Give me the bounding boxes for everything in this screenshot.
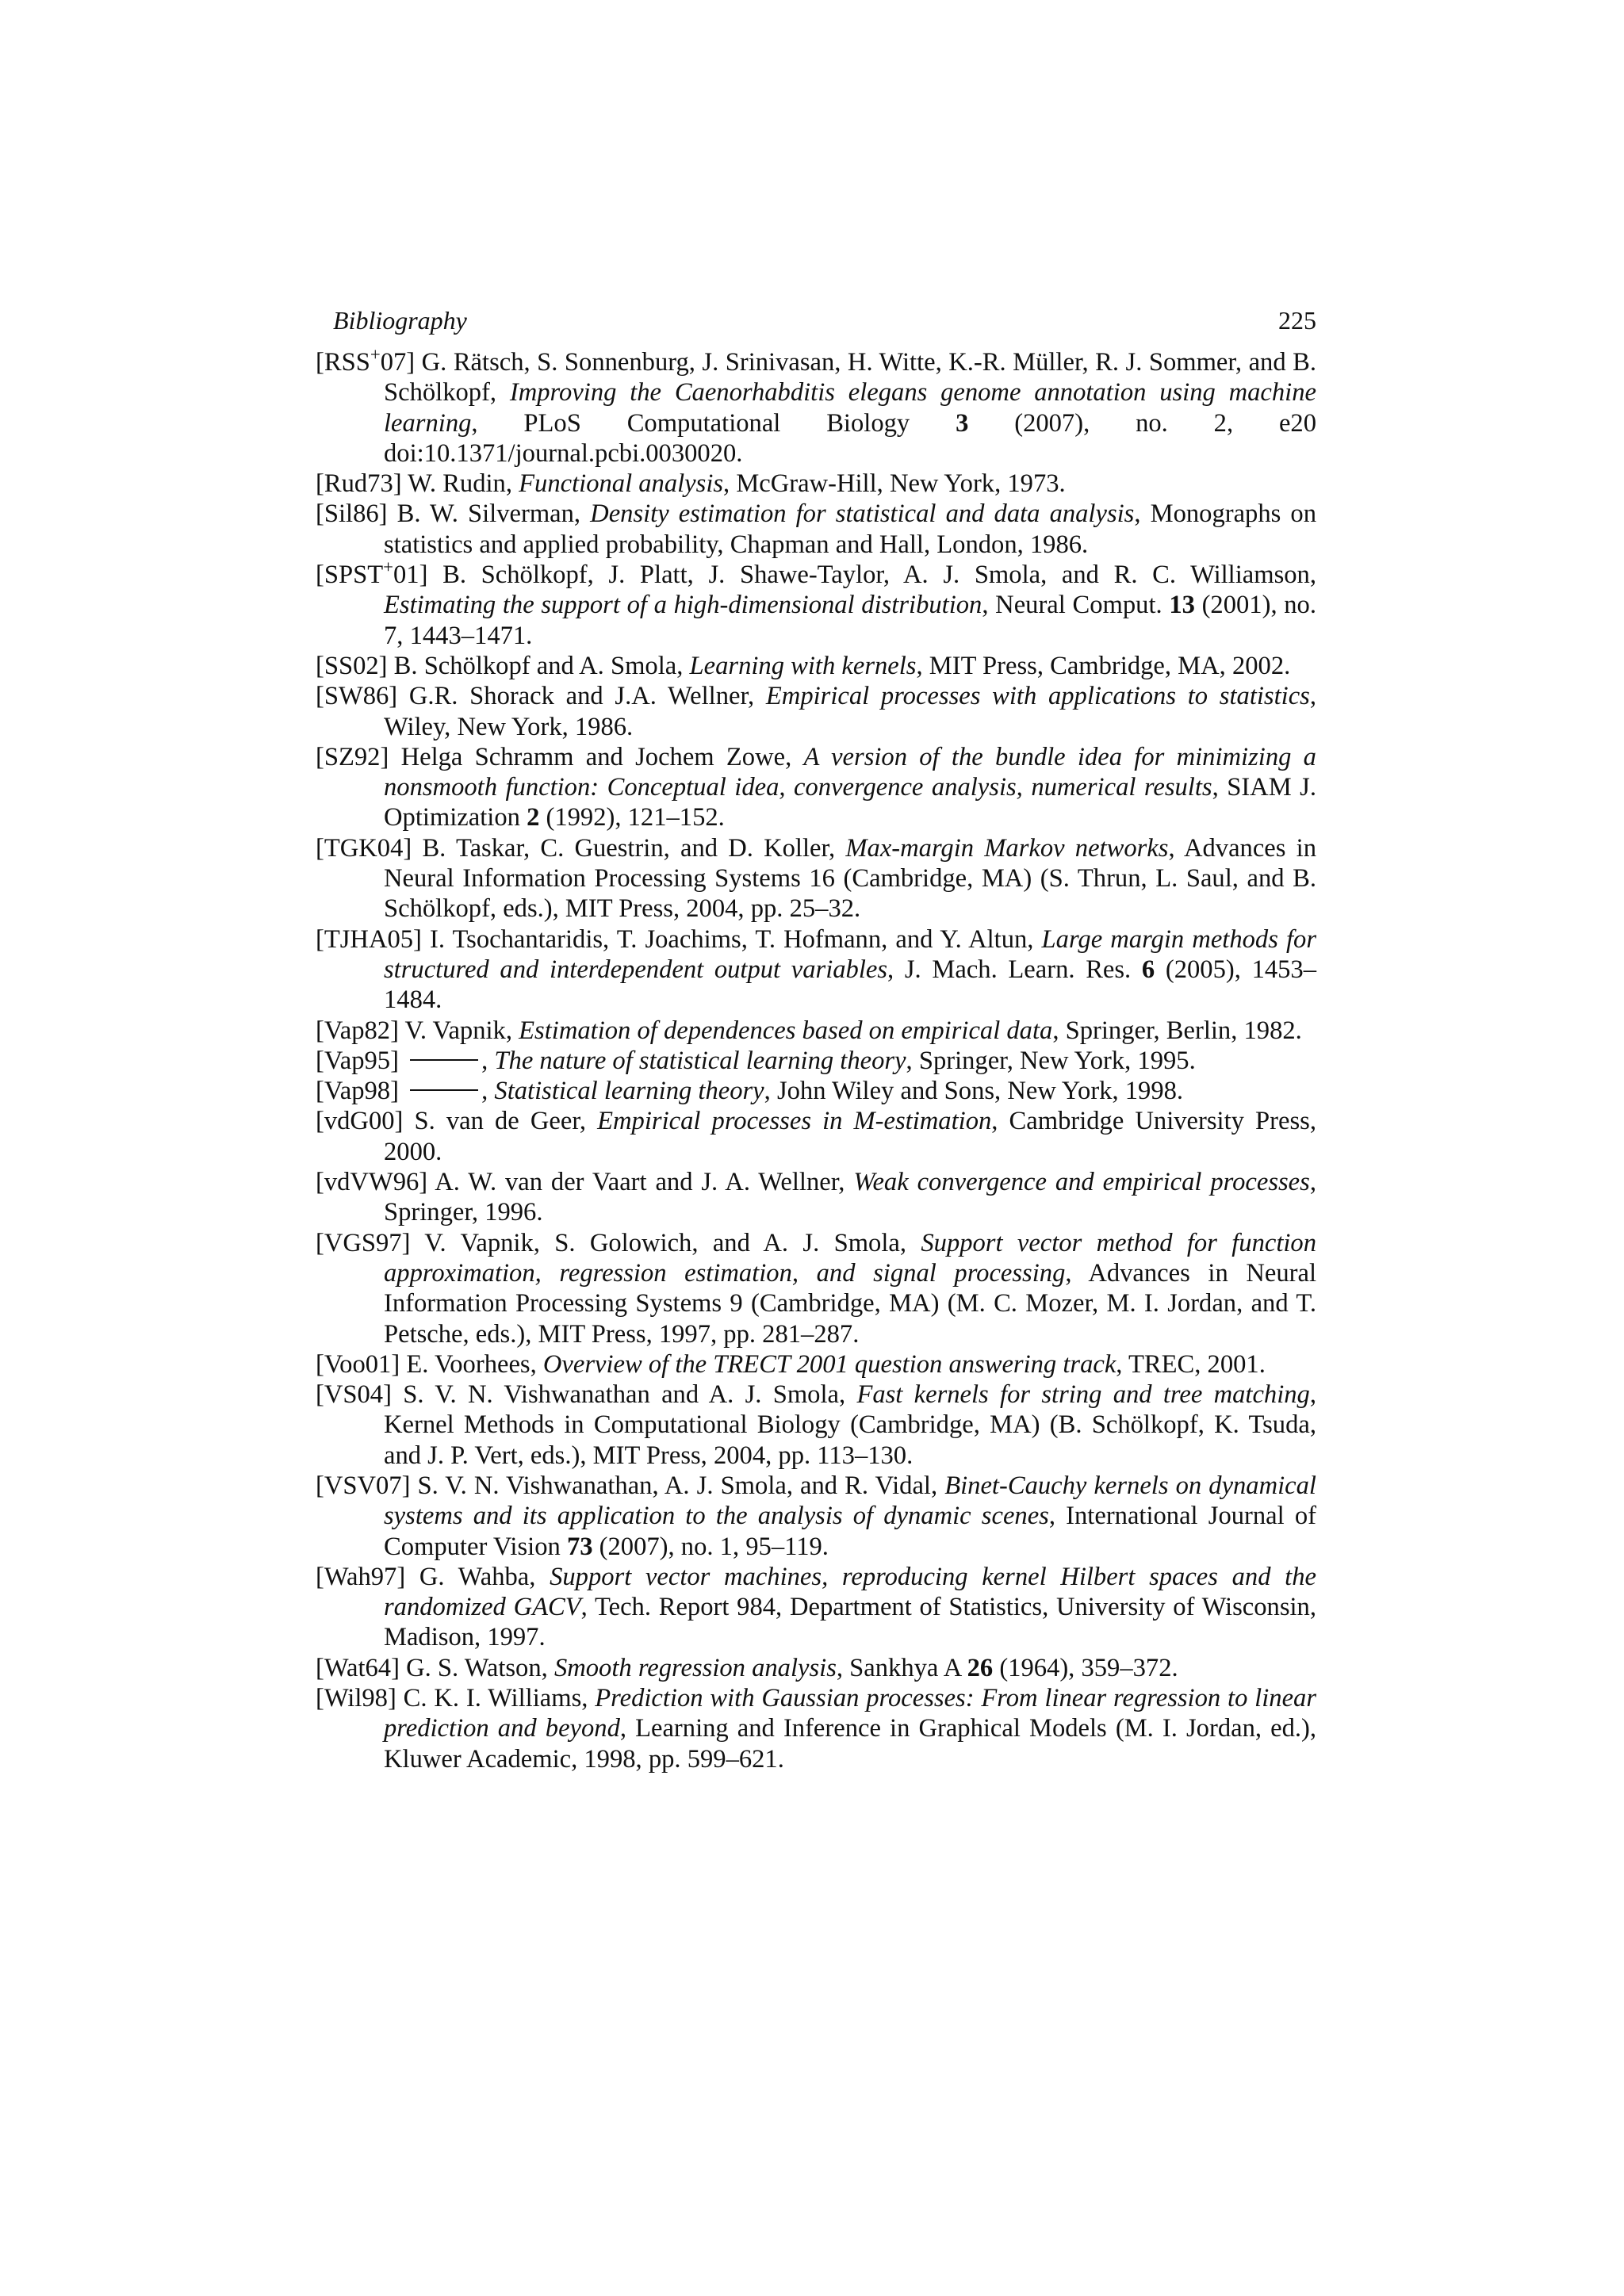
citation-key-text: [VGS97] bbox=[316, 1228, 411, 1257]
citation-key bbox=[316, 925, 422, 954]
authors: E. Voorhees, bbox=[406, 1349, 537, 1379]
bib-entry bbox=[316, 1380, 1316, 1471]
citation-key-text: [Wil98] bbox=[316, 1684, 396, 1713]
citation-key bbox=[316, 1350, 400, 1379]
bib-entry bbox=[316, 499, 1316, 560]
authors: I. Tsochantaridis, T. Joachims, T. Hofmann, and Y. Altun, bbox=[430, 924, 1034, 954]
citation-key-superscript: + bbox=[383, 557, 393, 577]
bib-entry bbox=[316, 1228, 1316, 1349]
publication-details-tail: (1964), 359–372. bbox=[993, 1653, 1178, 1682]
publication-details: , Advances in Neural Information Processing Systems 16 (Cambridge, MA) (S. Thrun, L. Saul, and B. Schölkopf, eds.), MIT Press, 2004, pp. 25–32. bbox=[384, 833, 1316, 924]
citation-key bbox=[316, 1471, 410, 1500]
work-title: Prediction with Gaussian processes: From linear regression to linear prediction and beyond bbox=[384, 1684, 1317, 1743]
citation-key-text: [TJHA05] bbox=[316, 924, 422, 954]
publication-details: , McGraw-Hill, New York, 1973. bbox=[723, 469, 1066, 499]
work-title: Statistical learning theory bbox=[494, 1077, 764, 1106]
publication-details: , Advances in Neural Information Processing Systems 9 (Cambridge, MA) (M. C. Mozer, M. I. Jordan, and T. Petsche, eds.), MIT Press, 1997, pp. 281–287. bbox=[384, 1258, 1316, 1349]
authors: Helga Schramm and Jochem Zowe, bbox=[400, 742, 792, 771]
volume-number: 73 bbox=[566, 1532, 593, 1561]
bib-entry bbox=[316, 1471, 1316, 1562]
authors: S. V. N. Vishwanathan and A. J. Smola, bbox=[403, 1380, 846, 1410]
citation-key-text: [Vap98] bbox=[316, 1077, 399, 1106]
citation-key-text: [SS02] bbox=[316, 651, 388, 680]
citation-key-text: [Sil86] bbox=[316, 499, 388, 529]
citation-key bbox=[316, 1229, 410, 1257]
citation-key bbox=[316, 1654, 400, 1682]
work-title: Estimation of dependences based on empirical data bbox=[519, 1016, 1053, 1045]
authors: , bbox=[481, 1046, 488, 1075]
publication-details: , Learning and Inference in Graphical Models (M. I. Jordan, ed.), Kluwer Academic, 1998, pp. 599–621. bbox=[384, 1714, 1316, 1774]
publication-details-tail: (1992), 121–152. bbox=[539, 803, 725, 832]
work-title: Empirical processes in M-estimation bbox=[597, 1107, 992, 1136]
citation-key bbox=[316, 1077, 399, 1105]
authors: A. W. van der Vaart and J. A. Wellner, bbox=[435, 1168, 845, 1197]
authors: G. S. Watson, bbox=[406, 1653, 548, 1682]
publication-details: , Neural Comput. bbox=[982, 591, 1170, 620]
bib-entry bbox=[316, 1349, 1316, 1380]
publication-details: , Monographs on statistics and applied probability, Chapman and Hall, London, 1986. bbox=[384, 499, 1316, 559]
authors: G. Rätsch, S. Sonnenburg, J. Srinivasan, H. Witte, K.-R. Müller, R. J. Sommer, and B. Schölkopf, bbox=[384, 348, 1316, 408]
publication-details: , International Journal of Computer Vision bbox=[384, 1502, 1317, 1561]
citation-key-text: [TGK04] bbox=[316, 833, 412, 863]
citation-key-text: [SPST bbox=[316, 561, 384, 590]
authors: B. Schölkopf, J. Platt, J. Shawe-Taylor, A. J. Smola, and R. C. Williamson, bbox=[442, 561, 1316, 590]
publication-details: , John Wiley and Sons, New York, 1998. bbox=[764, 1077, 1184, 1106]
authors: S. V. N. Vishwanathan, A. J. Smola, and R. Vidal, bbox=[417, 1471, 938, 1500]
citation-key bbox=[316, 1684, 396, 1712]
bib-entry bbox=[316, 344, 1316, 469]
bib-entry bbox=[316, 469, 1316, 499]
work-title: Empirical processes with applications to statistics bbox=[765, 682, 1310, 711]
citation-key bbox=[316, 469, 402, 498]
volume-number: 26 bbox=[967, 1653, 994, 1682]
authors: G. Wahba, bbox=[419, 1562, 536, 1591]
authors: V. Vapnik, bbox=[404, 1016, 512, 1045]
running-title: Bibliography bbox=[333, 306, 467, 335]
work-title: Learning with kernels bbox=[689, 651, 917, 680]
publication-details: , Springer, 1996. bbox=[384, 1168, 1316, 1227]
bib-entry bbox=[316, 1076, 1316, 1106]
citation-key bbox=[316, 499, 388, 528]
citation-key bbox=[316, 682, 397, 710]
authors: , bbox=[481, 1077, 488, 1106]
citation-key-suffix: 07] bbox=[380, 348, 416, 377]
citation-key-text: [Vap95] bbox=[316, 1046, 399, 1075]
bib-entry bbox=[316, 924, 1316, 1016]
volume-number: 6 bbox=[1141, 955, 1155, 984]
publication-details: , Sankhya A bbox=[836, 1653, 967, 1682]
citation-key-text: [SZ92] bbox=[316, 742, 389, 771]
volume-number: 13 bbox=[1169, 591, 1195, 620]
publication-details: , Kernel Methods in Computational Biology (Cambridge, MA) (B. Schölkopf, K. Tsuda, and J. P. Vert, eds.), MIT Press, 2004, pp. 113–130. bbox=[384, 1380, 1316, 1470]
work-title: Weak convergence and empirical processes bbox=[853, 1168, 1310, 1197]
authors: B. Taskar, C. Guestrin, and D. Koller, bbox=[422, 833, 836, 863]
work-title: A version of the bundle idea for minimizing a nonsmooth function: Conceptual idea, convergence analysis, numerical results bbox=[384, 742, 1316, 802]
volume-number: 2 bbox=[527, 803, 540, 832]
citation-key bbox=[316, 1016, 399, 1045]
work-title: Smooth regression analysis bbox=[553, 1653, 837, 1682]
citation-key-text: [vdG00] bbox=[316, 1107, 404, 1136]
publication-details-tail: (2007), no. 1, 95–119. bbox=[592, 1532, 829, 1561]
publication-details: , SIAM J. Optimization bbox=[384, 773, 1316, 832]
work-title: Binet-Cauchy kernels on dynamical systems and its application to the analysis of dynamic scenes bbox=[384, 1471, 1316, 1531]
authors: B. Schölkopf and A. Smola, bbox=[393, 651, 684, 680]
bib-entry bbox=[316, 1562, 1316, 1653]
bib-entry bbox=[316, 557, 1316, 651]
publication-details-tail: (2005), 1453–1484. bbox=[384, 955, 1317, 1015]
citation-key-text: [RSS bbox=[316, 348, 370, 377]
authors: C. K. I. Williams, bbox=[403, 1684, 588, 1713]
publication-details: , MIT Press, Cambridge, MA, 2002. bbox=[916, 651, 1291, 680]
citation-key-text: [vdVW96] bbox=[316, 1168, 428, 1197]
work-title: Functional analysis bbox=[519, 469, 724, 499]
work-title: Support vector machines, reproducing kernel Hilbert spaces and the randomized GACV bbox=[384, 1562, 1316, 1622]
publication-details: , Springer, Berlin, 1982. bbox=[1052, 1016, 1302, 1045]
work-title: Support vector method for function approximation, regression estimation, and signal processing bbox=[384, 1228, 1317, 1288]
citation-key-text: [Rud73] bbox=[316, 469, 402, 499]
running-header bbox=[316, 301, 1316, 339]
citation-key-text: [Vap82] bbox=[316, 1016, 399, 1045]
citation-key bbox=[316, 834, 412, 863]
work-title: Estimating the support of a high-dimensional distribution bbox=[384, 591, 982, 620]
citation-key-text: [VS04] bbox=[316, 1380, 392, 1410]
volume-number: 3 bbox=[956, 408, 969, 438]
authors: B. W. Silverman, bbox=[396, 499, 581, 529]
bibliography-list bbox=[316, 344, 1317, 1774]
citation-key bbox=[316, 743, 389, 771]
bib-entry bbox=[316, 1046, 1316, 1076]
bib-entry bbox=[316, 1016, 1316, 1046]
publication-details: , Cambridge University Press, 2000. bbox=[384, 1107, 1316, 1166]
bib-entry bbox=[316, 1106, 1316, 1167]
citation-key-text: [Voo01] bbox=[316, 1349, 400, 1379]
citation-key-text: [Wah97] bbox=[316, 1562, 406, 1591]
bib-entry bbox=[316, 833, 1316, 924]
publication-details-tail: (2007), no. 2, e20 doi:10.1371/journal.pcbi.0030020. bbox=[384, 408, 1316, 468]
authors: G.R. Shorack and J.A. Wellner, bbox=[408, 682, 755, 711]
work-title: Max-margin Markov networks bbox=[845, 833, 1169, 863]
bib-entry bbox=[316, 1167, 1316, 1228]
authors: S. van de Geer, bbox=[414, 1107, 587, 1136]
bib-entry bbox=[316, 681, 1316, 742]
citation-key bbox=[316, 1380, 392, 1409]
bib-entry bbox=[316, 651, 1316, 681]
publication-details-tail: (2001), no. 7, 1443–1471. bbox=[384, 591, 1316, 650]
citation-key-superscript: + bbox=[370, 344, 381, 365]
publication-details: , Wiley, New York, 1986. bbox=[384, 682, 1317, 741]
work-title: Overview of the TRECT 2001 question answering track bbox=[542, 1349, 1116, 1379]
work-title: Improving the Caenorhabditis elegans genome annotation using machine learning bbox=[384, 378, 1316, 438]
publication-details: , TREC, 2001. bbox=[1116, 1349, 1266, 1379]
same-author-rule bbox=[410, 1059, 478, 1061]
citation-key-text: [VSV07] bbox=[316, 1471, 411, 1500]
same-author-rule bbox=[410, 1089, 478, 1091]
publication-details: , Tech. Report 984, Department of Statistics, University of Wisconsin, Madison, 1997. bbox=[384, 1593, 1316, 1652]
authors: W. Rudin, bbox=[408, 469, 512, 499]
citation-key bbox=[316, 1168, 427, 1196]
work-title: Density estimation for statistical and data analysis bbox=[590, 499, 1135, 529]
publication-details: , PLoS Computational Biology bbox=[471, 408, 956, 438]
citation-key-text: [SW86] bbox=[316, 682, 398, 711]
bib-entry bbox=[316, 1653, 1316, 1683]
authors: V. Vapnik, S. Golowich, and A. J. Smola, bbox=[424, 1228, 906, 1257]
citation-key-text: [Wat64] bbox=[316, 1653, 400, 1682]
work-title: The nature of statistical learning theory bbox=[494, 1046, 906, 1075]
bib-entry bbox=[316, 742, 1316, 833]
publication-details: , Springer, New York, 1995. bbox=[906, 1046, 1196, 1075]
citation-key bbox=[316, 1107, 403, 1135]
citation-key-suffix: 01] bbox=[393, 561, 428, 590]
citation-key bbox=[316, 557, 428, 590]
citation-key bbox=[316, 344, 416, 377]
bib-entry bbox=[316, 1683, 1316, 1774]
work-title: Fast kernels for string and tree matching bbox=[856, 1380, 1310, 1410]
citation-key bbox=[316, 652, 388, 680]
citation-key bbox=[316, 1563, 405, 1591]
work-title: Large margin methods for structured and interdependent output variables bbox=[384, 924, 1316, 984]
publication-details: , J. Mach. Learn. Res. bbox=[887, 955, 1142, 984]
page-number: 225 bbox=[1278, 306, 1316, 335]
citation-key bbox=[316, 1047, 399, 1075]
